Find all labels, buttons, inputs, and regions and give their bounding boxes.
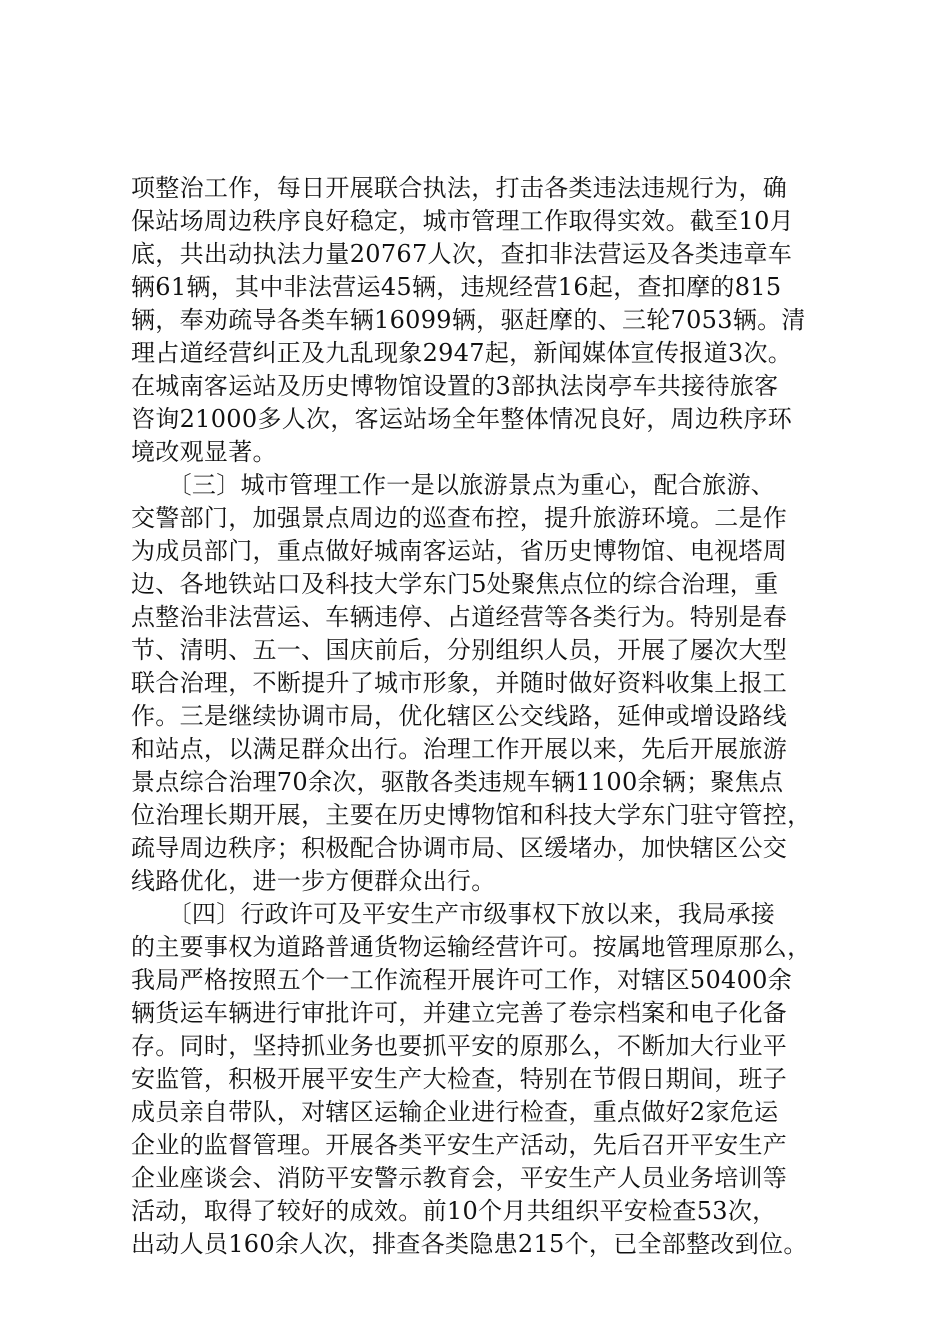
text-line: 疏导周边秩序；积极配合协调市局、区缓堵办，加快辖区公交: [131, 834, 788, 862]
text-line: 企业座谈会、消防平安警示教育会，平安生产人员业务培训等: [131, 1164, 788, 1192]
text-line: 线路优化，进一步方便群众出行。: [131, 867, 496, 895]
paragraph-p3: [131, 898, 831, 1261]
text-line: 景点综合治理70余次，驱散各类违规车辆1100余辆；聚焦点: [131, 768, 784, 796]
text-line: 为成员部门，重点做好城南客运站，省历史博物馆、电视塔周: [131, 537, 788, 565]
text-line: 辆，奉劝疏导各类车辆16099辆，驱赶摩的、三轮7053辆。清: [131, 306, 806, 334]
text-line: 位治理长期开展，主要在历史博物馆和科技大学东门驻守管控，: [131, 801, 812, 829]
text-line: 底，共出动执法力量20767人次，查扣非法营运及各类违章车: [131, 240, 793, 268]
text-line: 成员亲自带队，对辖区运输企业进行检查，重点做好2家危运: [131, 1098, 779, 1126]
text-line: 和站点，以满足群众出行。治理工作开展以来，先后开展旅游: [131, 735, 788, 763]
text-line: 在城南客运站及历史博物馆设置的3部执法岗亭车共接待旅客: [131, 372, 779, 400]
text-line: 出动人员160余人次，排查各类隐患215个，已全部整改到位。: [131, 1230, 808, 1258]
text-line: 辆61辆，其中非法营运45辆，违规经营16起，查扣摩的815: [131, 273, 782, 301]
text-line: 活动，取得了较好的成效。前10个月共组织平安检查53次，: [131, 1197, 777, 1225]
text-line: 项整治工作，每日开展联合执法，打击各类违法违规行为，确: [131, 174, 788, 202]
text-line: 〔三〕城市管理工作一是以旅游景点为重心，配合旅游、: [131, 471, 776, 499]
text-line: 作。三是继续协调市局，优化辖区公交线路，延伸或增设路线: [131, 702, 788, 730]
text-line: 〔四〕行政许可及平安生产市级事权下放以来，我局承接: [131, 900, 776, 928]
text-line: 的主要事权为道路普通货物运输经营许可。按属地管理原那么，: [131, 933, 812, 961]
paragraph-p1: [131, 172, 831, 469]
text-line: 咨询21000多人次，客运站场全年整体情况良好，周边秩序环: [131, 405, 793, 433]
text-line: 点整治非法营运、车辆违停、占道经营等各类行为。特别是春: [131, 603, 788, 631]
paragraph-p2: [131, 469, 831, 898]
text-line: 保站场周边秩序良好稳定，城市管理工作取得实效。截至10月: [131, 207, 794, 235]
text-line: 企业的监督管理。开展各类平安生产活动，先后召开平安生产: [131, 1131, 788, 1159]
text-line: 节、清明、五一、国庆前后，分别组织人员，开展了屡次大型: [131, 636, 788, 664]
text-line: 边、各地铁站口及科技大学东门5处聚焦点位的综合治理，重: [131, 570, 779, 598]
text-line: 交警部门，加强景点周边的巡查布控，提升旅游环境。二是作: [131, 504, 788, 532]
text-line: 理占道经营纠正及九乱现象2947起，新闻媒体宣传报道3次。: [131, 339, 793, 367]
body-text: [131, 172, 831, 1261]
text-line: 境改观显著。: [131, 438, 277, 466]
text-line: 存。同时，坚持抓业务也要抓平安的原那么，不断加大行业平: [131, 1032, 788, 1060]
text-line: 辆货运车辆进行审批许可，并建立完善了卷宗档案和电子化备: [131, 999, 788, 1027]
text-line: 我局严格按照五个一工作流程开展许可工作，对辖区50400余: [131, 966, 793, 994]
text-line: 联合治理，不断提升了城市形象，并随时做好资料收集上报工: [131, 669, 788, 697]
text-line: 安监管，积极开展平安生产大检查，特别在节假日期间，班子: [131, 1065, 788, 1093]
